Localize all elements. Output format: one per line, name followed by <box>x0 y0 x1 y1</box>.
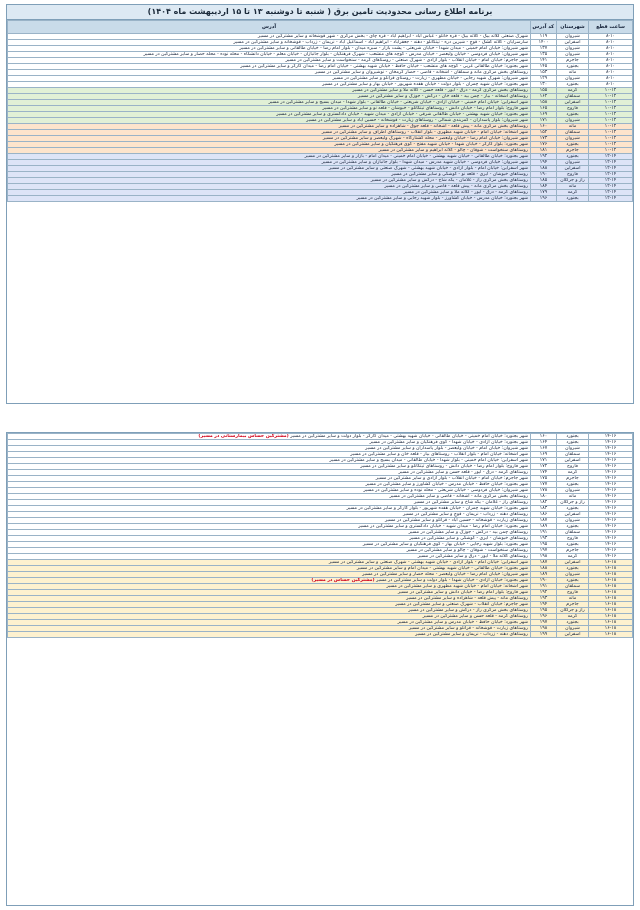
cell-city: مانه <box>557 494 589 500</box>
cell-city: بجنورد <box>557 142 589 148</box>
cell-time: ۸-۱۰ <box>589 76 633 82</box>
cell-code: ۱۹۸ <box>531 626 557 632</box>
cell-code: ۱۳۰ <box>531 82 557 88</box>
cell-city: بجنورد <box>557 82 589 88</box>
cell-city: فاروج <box>557 172 589 178</box>
cell-city: اسفراین <box>557 560 589 566</box>
address-text: شهر شیروان: خیابان فردوسی - خیابان ولیعصر - خیابان مدرس - کوچه های منشعب - شهرک فرهنگیان - بلوار جانبازان - خیابان معلم - خیابان دانشگاه - محله نوده - محله حصار و سایر مشترکین در مسیر <box>143 52 528 57</box>
cell-address <box>8 632 531 638</box>
cell-code: ۱۷۶ <box>531 142 557 148</box>
cell-time: ۱۴-۱۶ <box>589 542 633 548</box>
cell-code: ۱۵۲ <box>531 130 557 136</box>
address-text: شهر بجنورد: خیابان طالقانی - خیابان شهید بهشتی - خیابان امام خمینی - میدان امام - بازار و سایر مشترکین در مسیر <box>304 154 528 159</box>
address-text: شهر شیروان: بلوار پاسداران - کمربندی شمالی - روستاهای زیارت - قوشخانه - حسین آباد و سایر مشترکین در مسیر <box>306 118 528 123</box>
address-text: شهر بجنورد: خیابان آزادی - خیابان شهدا - کوی فرهنگیان و سایر مشترکین در مسیر <box>369 440 528 445</box>
header-code: کد آدرس <box>531 21 557 34</box>
cell-city: اسفراین <box>557 166 589 172</box>
cell-city: بجنورد <box>557 566 589 572</box>
cell-code: ۱۸۹ <box>531 524 557 530</box>
schedule-table-top <box>7 20 633 202</box>
cell-time: ۱۶-۱۸ <box>589 560 633 566</box>
cell-time: ۱۰-۱۲ <box>589 130 633 136</box>
cell-time: ۱۴-۱۶ <box>589 494 633 500</box>
address-text: شهر شیروان: خیابان فردوسی - خیابان شهید مدرس - میدان شهدا - بلوار جانبازان و سایر مشترکین در مسیر <box>321 160 528 165</box>
address-text: روستاهای زیارت - قوشخانه - حسین آباد - قرانلو و سایر مشترکین در مسیر <box>385 518 528 523</box>
address-text: روستاهای گرمه - درق - ایور - کلاته ملا و سایر مشترکین در مسیر <box>403 190 528 195</box>
cell-code: ۱۹۲ <box>531 590 557 596</box>
cell-city: فاروج <box>557 536 589 542</box>
cell-code: ۱۴۰۰ <box>531 40 557 46</box>
cell-time: ۱۲-۱۴ <box>589 172 633 178</box>
address-text: شهر بجنورد: خیابان شهید چمران - خیابان هفده شهریور - بلوار کارگر و سایر مشترکین در مسیر <box>346 506 528 511</box>
cell-time: ۱۴-۱۶ <box>589 452 633 458</box>
cell-city: گرمه <box>557 190 589 196</box>
cell-code: ۱۶۹ <box>531 112 557 118</box>
cell-city: جاجرم <box>557 476 589 482</box>
cell-city: گرمه <box>557 88 589 94</box>
cell-time: ۱۰-۱۲ <box>589 88 633 94</box>
address-text: روستاهای مانه - پیش قلعه - شاهزاده و سایر مشترکین در مسیر <box>406 596 528 601</box>
cell-city: بجنورد <box>557 620 589 626</box>
cell-city: جاجرم <box>557 58 589 64</box>
cell-city: بجنورد <box>557 440 589 446</box>
cell-time: ۱۶-۱۸ <box>589 608 633 614</box>
document-title: برنامه اطلاع رسانی محدودیت تامین برق ( شنبه تا دوشنبه ۱۳ تا ۱۵ اردیبهشت ماه ۱۴۰۴) <box>7 5 633 20</box>
cell-time: ۸-۱۰ <box>589 40 633 46</box>
cell-code: ۱۶۰ <box>531 124 557 130</box>
cell-code: ۱۸۹ <box>531 572 557 578</box>
address-text: شهر بجنورد: بلوار شهید رجایی - خیابان بهار - کوی فرهنگیان و سایر مشترکین در مسیر <box>362 542 528 547</box>
cell-time: ۱۰-۱۲ <box>589 100 633 106</box>
cell-code: ۱۹۵ <box>531 542 557 548</box>
cell-city: سملقان <box>557 94 589 100</box>
cell-code: ۱۷۱ <box>531 118 557 124</box>
cell-city: شیروان <box>557 136 589 142</box>
cell-code: ۱۹۱ <box>531 584 557 590</box>
cell-time: ۱۰-۱۲ <box>589 118 633 124</box>
cell-time: ۱۶-۱۸ <box>589 578 633 584</box>
cell-time: ۱۶-۱۸ <box>589 566 633 572</box>
cell-city: شیروان <box>557 488 589 494</box>
cell-code: ۱۴۱ <box>531 58 557 64</box>
cell-code: ۱۱۹ <box>531 34 557 40</box>
cell-code: ۱۶۷ <box>531 446 557 452</box>
cell-time: ۱۲-۱۴ <box>589 178 633 184</box>
cell-time: ۸-۱۰ <box>589 82 633 88</box>
address-text: شهر بجنورد: خیابان طالقانی - خیابان شهید بهشتی - میدان امام و سایر مشترکین در مسیر <box>356 566 528 571</box>
cell-city: شیروان <box>557 572 589 578</box>
cell-code: ۱۵۸ <box>531 100 557 106</box>
cell-time: ۱۶-۱۸ <box>589 632 633 638</box>
cell-code: ۱۷۴ <box>531 470 557 476</box>
cell-code: ۱۹۸ <box>531 554 557 560</box>
cell-city: گرمه <box>557 614 589 620</box>
address-text: روستاهای دهنه - زرداب - نریمان - قوچ و سایر مشترکین در مسیر <box>402 512 528 517</box>
cell-code: ۱۳۵ <box>531 52 557 58</box>
cell-city: بجنورد <box>557 542 589 548</box>
cell-code: ۱۷۲ <box>531 464 557 470</box>
cell-code: ۱۹۷ <box>531 620 557 626</box>
cell-time: ۱۴-۱۶ <box>589 464 633 470</box>
cell-code: ۱۹۰ <box>531 172 557 178</box>
cell-code: ۱۹۹ <box>531 632 557 638</box>
address-text: روستاهای دهنه - زرداب - نریمان و سایر مشترکین در مسیر <box>415 632 528 637</box>
address-text: شهر بجنورد: خیابان امام رضا - میدان شهید - خیابان دادگستری و سایر مشترکین در مسیر <box>358 524 528 529</box>
cell-time: ۱۴-۱۶ <box>589 506 633 512</box>
cell-city: سملقان <box>557 130 589 136</box>
cell-code: ۱۶۴ <box>531 440 557 446</box>
cell-time: ۸-۱۰ <box>589 46 633 52</box>
cell-city: شیروان <box>557 52 589 58</box>
address-text: روستاهای کلاته ملا - ایور - درق و سایر مشترکین در مسیر <box>417 554 528 559</box>
cell-city: سملقان <box>557 530 589 536</box>
cell-address <box>8 196 531 202</box>
cell-time: ۱۴-۱۶ <box>589 554 633 560</box>
address-text: شهر فاروج: بلوار امام رضا - خیابان دانش - روستاهای تیتکانلو - خبوشان - قلعه نو و سایر مشترکین در مسیر <box>322 106 528 111</box>
cell-city: بجنورد <box>557 434 589 440</box>
address-text: روستاهای بخش مرکزی راز - درکش و سایر مشترکین در مسیر <box>408 608 528 613</box>
cell-city: بجنورد <box>557 578 589 584</box>
cell-time: ۱۴-۱۶ <box>589 530 633 536</box>
header-address: آدرس <box>8 21 531 34</box>
cell-time: ۱۲-۱۴ <box>589 160 633 166</box>
address-text: شهر فاروج: بلوار امام رضا - خیابان دانش - روستاهای تیتکانلو و سایر مشترکین در مسیر <box>360 464 528 469</box>
cell-city: سملقان <box>557 584 589 590</box>
cell-time: ۱۴-۱۶ <box>589 458 633 464</box>
address-text: شهر شیروان: خیابان امام رضا - خیابان ولیعصر - محله حصار و سایر مشترکین در مسیر <box>362 572 528 577</box>
cell-code: ۱۸۷ <box>531 518 557 524</box>
cell-time: ۸-۱۰ <box>589 64 633 70</box>
address-text: شهر بجنورد: خیابان حافظ - خیابان مدرس و سایر مشترکین در مسیر <box>397 620 528 625</box>
table-row <box>8 632 633 638</box>
cell-code: ۱۸۱ <box>531 148 557 154</box>
cell-time: ۱۶-۱۸ <box>589 614 633 620</box>
cell-code: ۱۹۵ <box>531 608 557 614</box>
cell-city: شیروان <box>557 518 589 524</box>
address-text: شهرک صنعتی کلاته بیگ - کلاته بیگ - قره خانلو - عباس آباد - ابراهیم آباد - قره چای - بخش مرکزی - شهر قوشخانه و سایر مشترکین در مسیر <box>257 34 528 39</box>
address-text: شهر شیروان: خیابان فردوسی - خیابان شریعتی - محله نوده و سایر مشترکین در مسیر <box>363 488 528 493</box>
cell-time: ۱۴-۱۶ <box>589 446 633 452</box>
cell-time: ۱۴-۱۶ <box>589 524 633 530</box>
cell-city: شیروان <box>557 34 589 40</box>
cell-city: مانه <box>557 124 589 130</box>
cell-city: مانه <box>557 70 589 76</box>
cell-city: شیروان <box>557 46 589 52</box>
cell-code: ۱۸۷ <box>531 560 557 566</box>
cell-time: ۱۶-۱۸ <box>589 626 633 632</box>
address-text: روستاهای خبوشان - ایزی - قلعه نو - کوشکی و سایر مشترکین در مسیر <box>391 172 528 177</box>
cell-code: ۱۶۹ <box>531 452 557 458</box>
address-text: شهر بجنورد: خیابان شهید بهشتی - خیابان طالقانی شرقی - خیابان آزادی - میدان شهید - خیابان دادگستری و سایر مشترکین در مسیر <box>276 112 528 117</box>
cell-city: جاجرم <box>557 548 589 554</box>
cell-city: فاروج <box>557 464 589 470</box>
cell-code: ۱۸۴ <box>531 184 557 190</box>
rows-top <box>8 34 633 202</box>
address-text: شهر جاجرم: خیابان انقلاب - شهرک صنعتی و سایر مشترکین در مسیر <box>395 602 528 607</box>
address-text: روستاهای بخش مرکزی راز - غلامان - یکه شاخ - درکش و سایر مشترکین در مسیر <box>370 178 528 183</box>
header-time: ساعت قطع <box>589 21 633 34</box>
cell-time: ۱۶-۱۸ <box>589 596 633 602</box>
address-text: شهر اسفراین: خیابان امام - بلوار آزادی - خیابان شهید بهشتی - شهرک صنعتی و سایر مشترکین در مسیر <box>328 166 528 171</box>
cell-city: راز و جرگلان <box>557 608 589 614</box>
cell-city: بجنورد <box>557 196 589 202</box>
cell-time: ۱۴-۱۶ <box>589 470 633 476</box>
address-text: شهر بجنورد: خیابان آزادی - خیابان شهدا - بلوار دولت و سایر مشترکین در مسیر <box>376 578 528 583</box>
cell-time: ۱۴-۱۶ <box>589 482 633 488</box>
cell-time: ۱۶-۱۸ <box>589 602 633 608</box>
cell-time: ۱۲-۱۴ <box>589 184 633 190</box>
cell-city: فاروج <box>557 106 589 112</box>
header-city: شهرستان <box>557 21 589 34</box>
address-text: شهر اسفراین: خیابان امام خمینی - خیابان آزادی - خیابان شریعتی - خیابان طالقانی - بلوار شهدا - میدان بسیج و سایر مشترکین در مسیر <box>268 100 528 105</box>
address-text: شهر بجنورد: خیابان طالقانی غربی - کوچه های منشعب - خیابان حافظ - خیابان شهید بهشتی - خیابان امام رضا - میدان کارگر و سایر مشترکین در مسیر <box>240 64 528 69</box>
cell-city: شیروان <box>557 626 589 632</box>
cell-time: ۱۶-۱۸ <box>589 620 633 626</box>
cell-code: ۱۷۸ <box>531 488 557 494</box>
address-text: روستاهای سنخواست - شوقان - چالو و سایر مشترکین در مسیر <box>406 548 528 553</box>
cell-city: گرمه <box>557 470 589 476</box>
cell-code: ۱۵۳ <box>531 70 557 76</box>
cell-code: ۱۶۲ <box>531 94 557 100</box>
cell-code: ۱۷۹ <box>531 190 557 196</box>
cell-city: گرمه <box>557 554 589 560</box>
cell-city: بجنورد <box>557 524 589 530</box>
cell-city: اسفراین <box>557 632 589 638</box>
cell-time: ۱۴-۱۶ <box>589 434 633 440</box>
address-text: روستاهای بخش مرکزی مانه - پیش قلعه - آشخانه - قلعه جوق - شاهزاده و سایر مشترکین در مسیر <box>338 124 528 129</box>
cell-time: ۱۴-۱۶ <box>589 548 633 554</box>
address-text: شهر بجنورد: خیابان مدرس - خیابان کشاورز - بلوار شهید رجایی و سایر مشترکین در مسیر <box>356 196 528 201</box>
cell-code: ۱۸۸ <box>531 166 557 172</box>
cell-time: ۱۴-۱۶ <box>589 440 633 446</box>
cell-code: ۱۵۵ <box>531 88 557 94</box>
cell-city: شیروان <box>557 76 589 82</box>
cell-city: شیروان <box>557 446 589 452</box>
cell-city: اسفراین <box>557 512 589 518</box>
rows-bottom <box>8 434 633 638</box>
address-text: شهر آشخانه: خیابان امام - بلوار انقلاب - روستاهای بیار - قلعه خان و سایر مشترکین در مسیر <box>350 452 528 457</box>
address-text: روستاهای بخش مرکزی گرمه - درق - ایور - قلعه حسن - کلاته ملا و سایر مشترکین در مسیر <box>352 88 528 93</box>
address-text: روستاهای بخش مرکزی مانه و سملقان - آشخانه - قاضی - حصار گرمخان - نوشیروان و سایر مشترکین در مسیر <box>314 70 528 75</box>
table-header-row <box>8 21 633 34</box>
cell-time: ۱۴-۱۶ <box>589 512 633 518</box>
cell-code: ۱۷۱ <box>531 458 557 464</box>
cell-code: ۱۷۷ <box>531 482 557 488</box>
cell-city: اسفراین <box>557 458 589 464</box>
address-text: شهر بجنورد: خیابان حافظ - خیابان مدرس - خیابان کشاورز و سایر مشترکین در مسیر <box>365 482 528 487</box>
cell-code: ۱۲۹ <box>531 76 557 82</box>
cell-time: ۱۰-۱۲ <box>589 124 633 130</box>
cell-city: شیروان <box>557 160 589 166</box>
address-text: روستاهای بخش مرکزی مانه - آشخانه - قاضی و سایر مشترکین در مسیر <box>389 494 528 499</box>
cell-city: بجنورد <box>557 482 589 488</box>
address-text: روستاهای آشخانه - بیار - چمن بید - قلعه خان - درکش - جوزک و سایر مشترکین در مسیر <box>357 94 528 99</box>
address-text: شهر شیروان: خیابان امام خمینی - میدان شهدا - خیابان شریعتی - پشت بازار - سبزه میدان - بلوار امام رضا - خیابان طالقانی و سایر مشترکین در مسیر <box>239 46 528 51</box>
cell-city: راز و جرگلان <box>557 178 589 184</box>
cell-time: ۱۶-۱۸ <box>589 590 633 596</box>
highlight-note: (مشترکین حساس بیمارستانی در مسیر) <box>198 434 289 439</box>
cell-city: بجنورد <box>557 154 589 160</box>
cell-time: ۱۴-۱۶ <box>589 518 633 524</box>
cell-time: ۱۴-۱۶ <box>589 536 633 542</box>
cell-code: ۱۹۴ <box>531 602 557 608</box>
cell-time: ۱۲-۱۴ <box>589 154 633 160</box>
cell-time: ۱۰-۱۲ <box>589 148 633 154</box>
cell-time: ۱۴-۱۶ <box>589 488 633 494</box>
table-row <box>8 196 633 202</box>
cell-time: ۱۰-۱۲ <box>589 136 633 142</box>
address-text: شهر اسفراین: خیابان امام خمینی - بلوار شهدا - خیابان طالقانی - میدان بسیج و سایر مشترکین در مسیر <box>329 458 528 463</box>
page-gap <box>0 406 640 430</box>
cell-code: ۱۹۱ <box>531 530 557 536</box>
cell-code: ۱۸۶ <box>531 512 557 518</box>
cell-time: ۱۰-۱۲ <box>589 106 633 112</box>
schedule-sheet-top <box>6 4 634 404</box>
cell-code: ۱۶۵ <box>531 106 557 112</box>
address-text: روستاهای راز - غلامان - یکه شاخ و سایر مشترکین در مسیر <box>413 500 528 505</box>
cell-code: ۱۷۵ <box>531 476 557 482</box>
address-text: روستاهای چمن بید - درکش - جوزک و سایر مشترکین در مسیر <box>408 530 528 535</box>
cell-city: اسفراین <box>557 100 589 106</box>
address-text: شهر فاروج: بلوار امام رضا - خیابان دانش و سایر مشترکین در مسیر <box>397 590 528 595</box>
address-text: روستاهای خبوشان - ایزی - کوشکی و سایر مشترکین در مسیر <box>409 536 528 541</box>
cell-time: ۸-۱۰ <box>589 52 633 58</box>
address-text: شهر جاجرم: خیابان امام - خیابان انقلاب - بلوار آزادی و سایر مشترکین در مسیر <box>375 476 528 481</box>
address-text: شهر آشخانه: خیابان امام - خیابان شهید مطهری و سایر مشترکین در مسیر <box>386 584 528 589</box>
address-text: روستاهای گرمه - قلعه حسن و سایر مشترکین در مسیر <box>422 614 528 619</box>
address-text: شهر بجنورد: خیابان امام خمینی - خیابان طالقانی - خیابان شهید بهشتی - میدان کارگر - بلوار دولت و سایر مشترکین در مسیر <box>290 434 528 439</box>
cell-time: ۱۴-۱۶ <box>589 476 633 482</box>
cell-city: راز و جرگلان <box>557 500 589 506</box>
cell-code: ۱۹۶ <box>531 196 557 202</box>
cell-code: ۱۸۳ <box>531 506 557 512</box>
cell-code: ۱۸۸ <box>531 566 557 572</box>
cell-code: ۱۸۵ <box>531 178 557 184</box>
cell-code: ۱۴۵ <box>531 64 557 70</box>
cell-city: فاروج <box>557 590 589 596</box>
schedule-table-bottom <box>7 433 633 638</box>
address-text: شهر شیروان: شهرک شهید رجایی - خیابان مطهری - زیارت - روستای قرانلو و سایر مشترکین در مسیر <box>332 76 528 81</box>
cell-code: ۱۹۳ <box>531 596 557 602</box>
schedule-sheet-bottom <box>6 432 634 906</box>
cell-city: شیروان <box>557 118 589 124</box>
address-text: شهر آشخانه: خیابان امام - خیابان شهید مطهری - بلوار انقلاب - روستاهای اطراف و سایر مشترکین در مسیر <box>321 130 528 135</box>
highlight-note: (مشترکین حساس در مسیر) <box>311 578 375 583</box>
cell-time: ۱۲-۱۴ <box>589 190 633 196</box>
cell-time: ۱۰-۱۲ <box>589 142 633 148</box>
cell-code: ۱۹۶ <box>531 614 557 620</box>
cell-time: ۱۰-۱۲ <box>589 94 633 100</box>
cell-code: ۱۹۲ <box>531 154 557 160</box>
address-text: سارسرایان - کلاته کشک - قوچ - شیرین دره - تیتکانلو - دهنه - جعفرآباد - ابراهیم آباد - اسماعیل آباد - نریمان - زرداب - قوشخانه و سایر مشترکین در مسیر <box>233 40 528 45</box>
cell-time: ۱۶-۱۸ <box>589 584 633 590</box>
cell-code: ۱۷۳ <box>531 136 557 142</box>
cell-time: ۱۰-۱۲ <box>589 112 633 118</box>
cell-code: ۱۹۳ <box>531 536 557 542</box>
address-text: روستاهای زیارت - قوشخانه - قرانلو و سایر مشترکین در مسیر <box>408 626 528 631</box>
address-text: شهر اسفراین: خیابان امام - بلوار آزادی - خیابان شهید بهشتی - شهرک صنعتی و سایر مشترکین در مسیر <box>328 560 528 565</box>
cell-code: ۱۸۲ <box>531 500 557 506</box>
cell-city: اسفراین <box>557 40 589 46</box>
cell-code: ۱۹۴ <box>531 160 557 166</box>
cell-code: ۱۸۰ <box>531 494 557 500</box>
cell-time: ۱۴-۱۶ <box>589 500 633 506</box>
cell-time: ۱۲-۱۴ <box>589 196 633 202</box>
cell-code: ۱۶۰ <box>531 434 557 440</box>
address-text: شهر بجنورد: خیابان شهید چمران - بلوار دولت - خیابان هفده شهریور - خیابان بهار و سایر مشترکین در مسیر <box>322 82 528 87</box>
address-text: روستاهای گرمه - درق - ایور - قلعه حسن و سایر مشترکین در مسیر <box>398 470 528 475</box>
cell-code: ۱۹۷ <box>531 548 557 554</box>
address-text: شهر شیروان: خیابان امام - خیابان ولیعصر - بلوار پاسداران و سایر مشترکین در مسیر <box>365 446 528 451</box>
cell-code: ۱۳۷ <box>531 46 557 52</box>
cell-city: بجنورد <box>557 64 589 70</box>
address-text: روستاهای سنخواست - شوقان - چالو - کلاته ابراهیم و سایر مشترکین در مسیر <box>378 148 528 153</box>
cell-time: ۸-۱۰ <box>589 34 633 40</box>
cell-time: ۸-۱۰ <box>589 70 633 76</box>
cell-city: مانه <box>557 184 589 190</box>
cell-code: ۱۹۰ <box>531 578 557 584</box>
cell-time: ۸-۱۰ <box>589 58 633 64</box>
cell-time: ۱۲-۱۴ <box>589 166 633 172</box>
address-text: شهر جاجرم: خیابان امام - خیابان انقلاب - بلوار آزادی - شهرک صنعتی - روستاهای گرمه - سنخواست و سایر مشترکین در مسیر <box>285 58 528 63</box>
address-text: روستاهای بخش مرکزی مانه - پیش قلعه - قاضی و سایر مشترکین در مسیر <box>384 184 528 189</box>
cell-city: مانه <box>557 596 589 602</box>
cell-city: سملقان <box>557 452 589 458</box>
cell-city: جاجرم <box>557 602 589 608</box>
address-text: شهر شیروان: خیابان امام رضا - خیابان ولیعصر - محله کشتارگاه - شهرک ولیعصر و سایر مشترکین در مسیر <box>322 136 528 141</box>
cell-city: بجنورد <box>557 112 589 118</box>
cell-city: جاجرم <box>557 148 589 154</box>
address-text: شهر بجنورد: بلوار کارگر - خیابان شهدا - خیابان شهید مفتح - کوی فرهنگیان و سایر مشترکین در مسیر <box>334 142 528 147</box>
cell-time: ۱۶-۱۸ <box>589 572 633 578</box>
cell-city: بجنورد <box>557 506 589 512</box>
